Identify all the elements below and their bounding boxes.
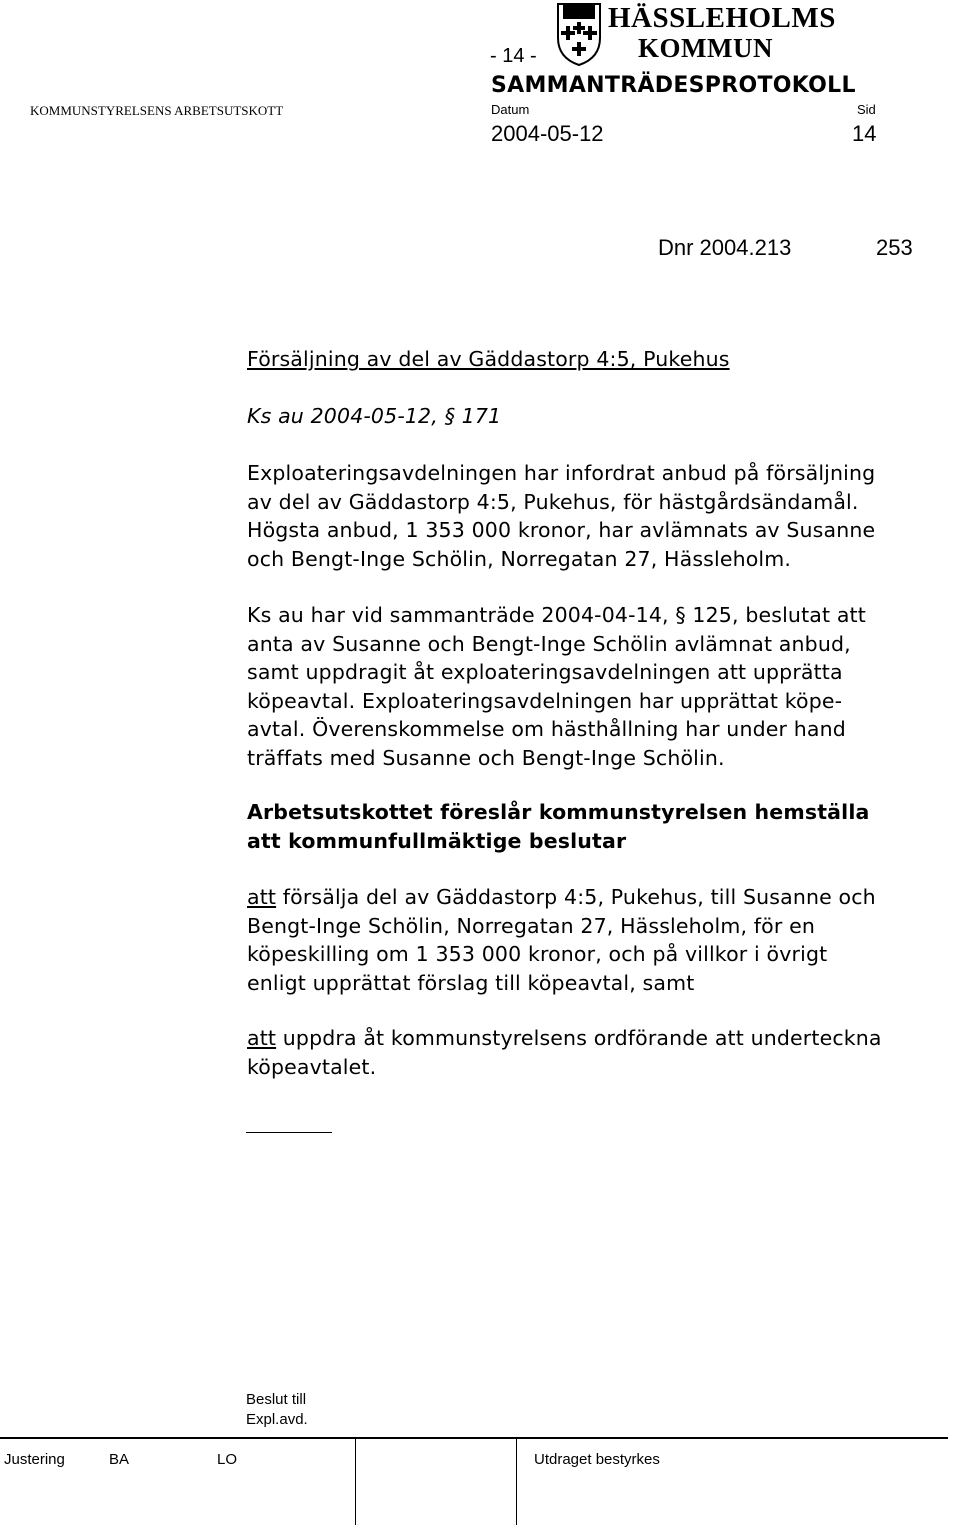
text-line: Ks au har vid sammanträde 2004-04-14, § 125, beslutat att <box>247 603 866 627</box>
text-line: Exploateringsavdelningen har infordrat anbud på försäljning <box>247 461 876 485</box>
text-line: samt uppdragit åt exploateringsavdelningen att upprätta <box>247 660 843 685</box>
meeting-date: 2004-05-12 <box>491 121 604 146</box>
proposal-heading <box>247 798 869 855</box>
text-line: Beslut till <box>246 1391 307 1408</box>
footer-divider <box>516 1437 517 1525</box>
text-line: av del av Gäddastorp 4:5, Pukehus, för hästgårdsändamål. <box>247 489 859 514</box>
text-line: köpeskilling om 1 353 000 kronor, och på villkor i övrigt <box>247 942 828 967</box>
text-line: köpeavtalet. <box>247 1054 377 1079</box>
page-value: 14 <box>852 121 877 146</box>
text-line: enligt upprättat förslag till köpeavtal, samt <box>247 970 695 995</box>
clause-text: uppdra åt kommunstyrelsens ordförande att underteckna <box>276 1026 882 1050</box>
municipality-logo <box>556 2 836 68</box>
text-line: avtal. Överenskommelse om hästhållning har under hand <box>247 717 846 742</box>
subject-heading: Försäljning av del av Gäddastorp 4:5, Pukehus <box>247 347 730 371</box>
text-line <box>247 1024 882 1053</box>
page-number: - 14 - <box>490 45 537 67</box>
paragraph-number: 253 <box>876 235 913 260</box>
logo-text-line2: KOMMUN <box>638 33 773 63</box>
footer-rule <box>0 1437 948 1439</box>
reference-line: Ks au 2004-05-12, § 171 <box>247 404 502 428</box>
text-line: Expl.avd. <box>246 1411 308 1428</box>
history-paragraph <box>247 601 866 773</box>
date-label: Datum <box>491 102 530 117</box>
text-line: Bengt-Inge Schölin, Norregatan 27, Hässleholm, för en <box>247 913 816 938</box>
text-line: anta av Susanne och Bengt-Inge Schölin avlämnat anbud, <box>247 631 851 656</box>
signer-initials-1: BA <box>109 1451 130 1468</box>
certified-label: Utdraget bestyrkes <box>534 1451 660 1468</box>
att-keyword: att <box>247 1026 277 1050</box>
decision-clause-1 <box>247 883 876 997</box>
clause-text: försälja del av Gäddastorp 4:5, Pukehus, till Susanne och <box>276 885 876 909</box>
document-title: SAMMANTRÄDESPROTOKOLL <box>491 73 856 98</box>
end-divider <box>246 1132 332 1133</box>
text-line: och Bengt-Inge Schölin, Norregatan 27, Hässleholm. <box>247 546 792 571</box>
text-line: att kommunfullmäktige beslutar <box>247 828 627 853</box>
text-line: träffats med Susanne och Bengt-Inge Schölin. <box>247 745 725 770</box>
text-line: Arbetsutskottet föreslår kommunstyrelsen hemställa <box>247 800 870 824</box>
page-label: Sid <box>857 102 876 117</box>
footer-divider <box>355 1437 356 1525</box>
justering-label: Justering <box>4 1451 65 1468</box>
logo-text-line1: HÄSSLEHOLMS <box>608 2 836 34</box>
signer-initials-2: LO <box>217 1451 238 1468</box>
coat-of-arms-icon <box>556 2 602 66</box>
decision-clause-2 <box>247 1024 882 1081</box>
organization-name: KOMMUNSTYRELSENS ARBETSUTSKOTT <box>30 103 284 118</box>
text-line: köpeavtal. Exploateringsavdelningen har upprättat köpe- <box>247 688 843 713</box>
background-paragraph <box>247 459 875 573</box>
text-line <box>247 883 876 912</box>
att-keyword: att <box>247 885 277 909</box>
text-line: Högsta anbud, 1 353 000 kronor, har avlämnats av Susanne <box>247 518 876 543</box>
case-number: Dnr 2004.213 <box>658 235 792 260</box>
distribution-note <box>246 1390 308 1430</box>
